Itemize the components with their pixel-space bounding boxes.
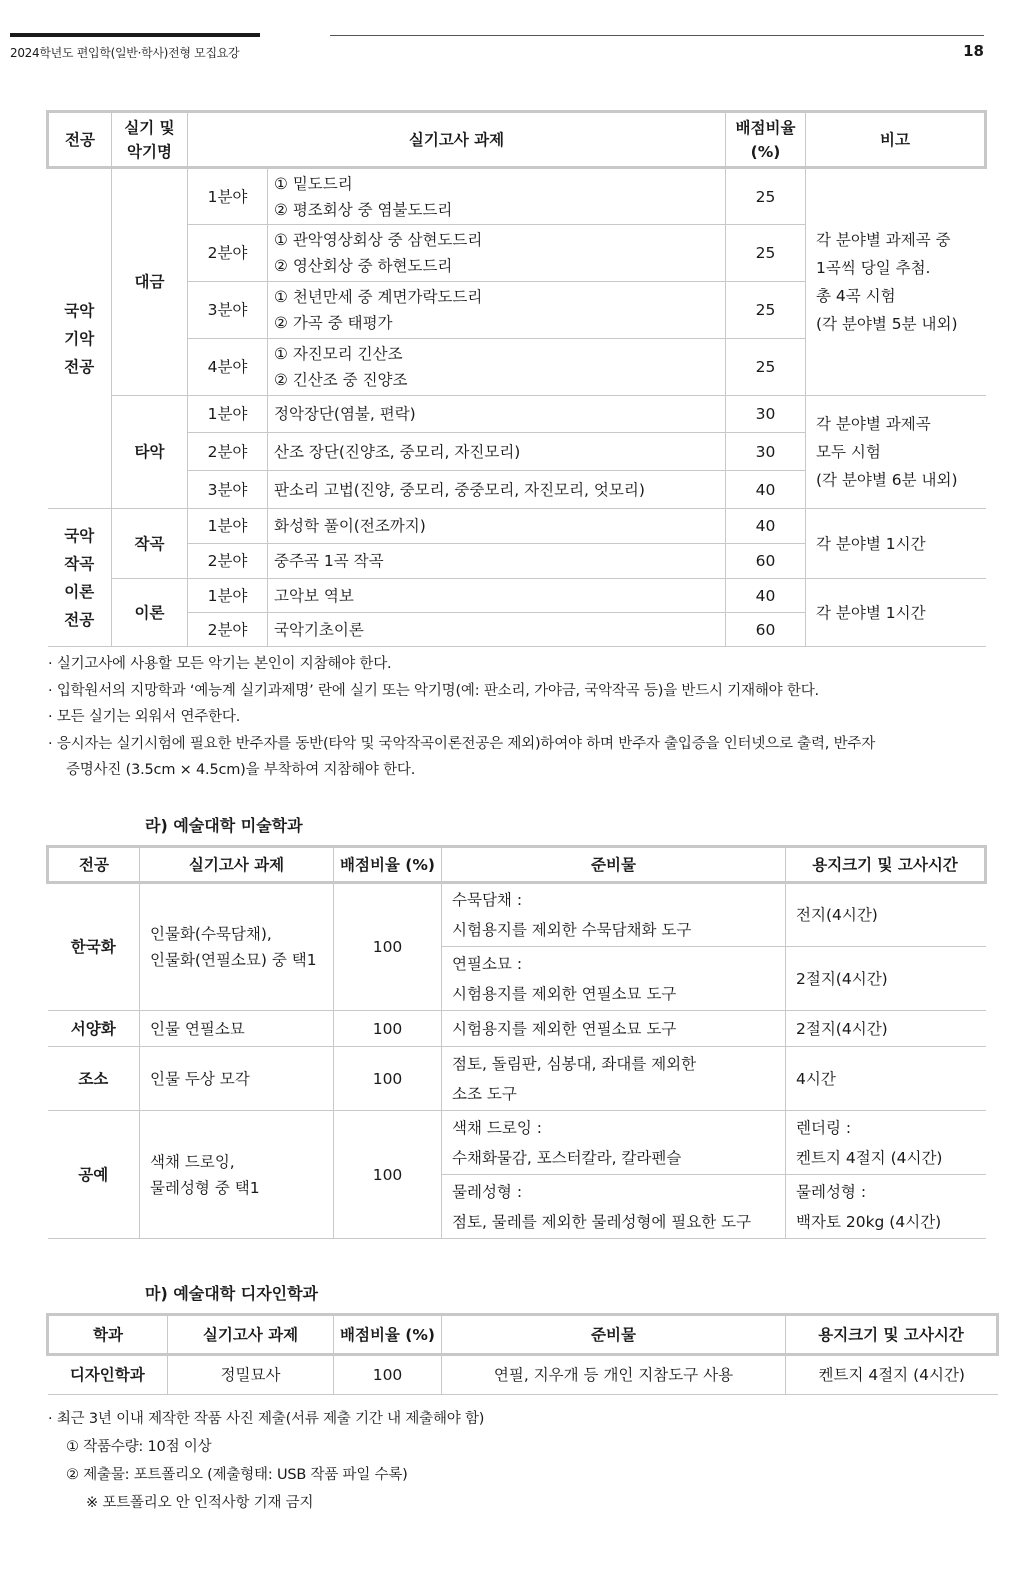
col-header-score [726, 112, 806, 168]
prep-line: 점토, 돌림판, 심봉대, 좌대를 제외한 [452, 1054, 697, 1073]
task-cell: 정밀묘사 [168, 1355, 334, 1395]
instrument-tak: 타악 [112, 396, 188, 509]
size-cell [786, 1111, 986, 1175]
col-header-prep: 준비물 [442, 847, 786, 883]
task-line: ① 자진모리 긴산조 [274, 345, 403, 363]
field-label: 1분야 [188, 509, 268, 544]
note-line: 1곡씩 당일 추첨. [816, 259, 931, 277]
design-table [46, 1313, 999, 1395]
score-cell: 100 [334, 1047, 442, 1111]
task-line: ① 밑도드리 [274, 174, 353, 193]
task-cell: 정악장단(염불, 편락) [268, 396, 726, 433]
field-label: 1분야 [188, 168, 268, 225]
size-line: 켄트지 4절지 (4시간) [796, 1148, 943, 1167]
notes-design [48, 1405, 484, 1517]
note-jakgok: 각 분야별 1시간 [806, 509, 986, 579]
score-cell: 25 [726, 168, 806, 225]
col-header-note: 비고 [806, 112, 986, 168]
prep-cell: 연필, 지우개 등 개인 지참도구 사용 [442, 1355, 786, 1395]
note-subitem: ※ 포트폴리오 안 인적사항 기재 금지 [86, 1495, 314, 1511]
major-western-painting: 서양화 [48, 1011, 140, 1047]
field-label: 1분야 [188, 579, 268, 613]
fine-arts-table [46, 845, 987, 1239]
field-label: 1분야 [188, 396, 268, 433]
task-line: 색채 드로잉, [150, 1152, 235, 1171]
score-cell: 60 [726, 544, 806, 579]
prep-line: 시험용지를 제외한 수묵담채화 도구 [452, 921, 692, 939]
prep-line: 색채 드로잉 : [452, 1118, 542, 1137]
task-cell: 고악보 역보 [268, 579, 726, 613]
score-cell: 100 [334, 1355, 442, 1395]
prep-line: 점토, 물레를 제외한 물레성형에 필요한 도구 [452, 1212, 752, 1231]
prep-cell [442, 1175, 786, 1239]
header-bar [10, 33, 260, 37]
task-cell [268, 339, 726, 396]
task-cell: 판소리 고법(진양, 중모리, 중중모리, 자진모리, 엇모리) [268, 471, 726, 509]
size-cell: 4시간 [786, 1047, 986, 1111]
task-line: ② 평조회상 중 염불도드리 [274, 200, 453, 219]
major-gugak-instrument [48, 168, 112, 509]
score-cell: 100 [334, 1011, 442, 1047]
note-subitem: ① 작품수량: 10점 이상 [66, 1439, 212, 1455]
note-line: 총 4곡 시험 [816, 287, 896, 305]
note-line: 각 분야별 과제곡 중 [816, 231, 951, 249]
task-cell [140, 883, 334, 1011]
note-tak [806, 396, 986, 509]
note-iron: 각 분야별 1시간 [806, 579, 986, 647]
size-cell: 켄트지 4절지 (4시간) [786, 1355, 998, 1395]
major-craft: 공예 [48, 1111, 140, 1239]
score-cell: 40 [726, 579, 806, 613]
major-gugak-composition [48, 509, 112, 647]
score-cell: 100 [334, 1111, 442, 1239]
col-header-prep: 준비물 [442, 1315, 786, 1355]
task-cell [268, 168, 726, 225]
subject-iron: 이론 [112, 579, 188, 647]
field-label: 3분야 [188, 471, 268, 509]
task-line: ① 관악영상회상 중 삼현도드리 [274, 231, 483, 249]
score-cell: 25 [726, 225, 806, 282]
score-cell: 40 [726, 471, 806, 509]
note-daegeum [806, 168, 986, 396]
score-cell: 25 [726, 282, 806, 339]
task-cell [268, 225, 726, 282]
col-header-major: 전공 [48, 847, 140, 883]
task-line: ② 영산회상 중 하현도드리 [274, 257, 453, 275]
task-cell: 국악기초이론 [268, 613, 726, 647]
field-label: 2분야 [188, 225, 268, 282]
note-line: 각 분야별 과제곡 [816, 415, 931, 433]
major-gugak-instrument-text: 국악 기악 전공 [64, 301, 95, 376]
prep-cell [442, 1047, 786, 1111]
subject-jakgok: 작곡 [112, 509, 188, 579]
col-header-task: 실기고사 과제 [188, 112, 726, 168]
col-header-instrument [112, 112, 188, 168]
task-cell [268, 282, 726, 339]
prep-line: 연필소묘 : [452, 954, 523, 973]
note-item: · 입학원서의 지망학과 ‘예능계 실기과제명’ 란에 실기 또는 악기명(예: 판소리, 가야금, 국악작곡 등)을 반드시 기재해야 한다. [48, 682, 819, 699]
col-header-major: 전공 [48, 112, 112, 168]
note-item: · 응시자는 실기시험에 필요한 반주자를 동반(타악 및 국악작곡이론전공은 제외)하여야 하며 반주자 출입증을 인터넷으로 출력, 반주자 [48, 735, 876, 752]
score-cell: 100 [334, 883, 442, 1011]
page-number: 18 [963, 42, 984, 60]
score-cell: 25 [726, 339, 806, 396]
task-line: ② 가곡 중 태평가 [274, 314, 393, 332]
field-label: 2분야 [188, 544, 268, 579]
score-cell: 30 [726, 396, 806, 433]
prep-cell: 시험용지를 제외한 연필소묘 도구 [442, 1011, 786, 1047]
task-line: 물레성형 중 택1 [150, 1178, 260, 1197]
field-label: 4분야 [188, 339, 268, 396]
score-cell: 40 [726, 509, 806, 544]
field-label: 2분야 [188, 613, 268, 647]
task-cell: 화성학 풀이(전조까지) [268, 509, 726, 544]
col-header-instrument-text: 실기 및 악기명 [124, 118, 175, 161]
music-practical-table [46, 110, 987, 647]
task-cell [140, 1111, 334, 1239]
prep-line: 수묵담채 : [452, 891, 523, 909]
major-korean-painting: 한국화 [48, 883, 140, 1011]
task-cell: 인물 연필소묘 [140, 1011, 334, 1047]
size-cell: 2절지(4시간) [786, 947, 986, 1011]
document-title: 2024학년도 편입학(일반·학사)전형 모집요강 [10, 46, 240, 60]
note-item: · 모든 실기는 외워서 연주한다. [48, 709, 241, 725]
note-line: (각 분야별 5분 내외) [816, 315, 958, 333]
task-cell: 산조 장단(진양조, 중모리, 자진모리) [268, 433, 726, 471]
score-cell: 60 [726, 613, 806, 647]
note-item-continued: 증명사진 (3.5cm × 4.5cm)을 부착하여 지참해야 한다. [66, 762, 416, 778]
size-cell: 전지(4시간) [786, 883, 986, 947]
task-line: ① 천년만세 중 계면가락도드리 [274, 288, 483, 306]
note-line: (각 분야별 6분 내외) [816, 471, 958, 489]
header-rule [330, 35, 984, 36]
section-title-design: 마) 예술대학 디자인학과 [145, 1284, 319, 1303]
field-label: 3분야 [188, 282, 268, 339]
prep-line: 시험용지를 제외한 연필소묘 도구 [452, 984, 677, 1003]
prep-cell [442, 883, 786, 947]
major-gugak-composition-text: 국악 작곡 이론 전공 [64, 526, 95, 629]
task-line: 인물화(연필소묘) 중 택1 [150, 951, 317, 969]
task-cell: 중주곡 1곡 작곡 [268, 544, 726, 579]
note-item: · 실기고사에 사용할 모든 악기는 본인이 지참해야 한다. [48, 656, 392, 672]
prep-cell [442, 947, 786, 1011]
col-header-task: 실기고사 과제 [168, 1315, 334, 1355]
notes-music [48, 651, 988, 784]
section-title-fine-arts: 라) 예술대학 미술학과 [145, 816, 303, 835]
dept-design: 디자인학과 [48, 1355, 168, 1395]
size-line: 렌더링 : [796, 1118, 852, 1137]
field-label: 2분야 [188, 433, 268, 471]
col-header-size: 용지크기 및 고사시간 [786, 1315, 998, 1355]
size-line: 물레성형 : [796, 1182, 867, 1201]
prep-line: 물레성형 : [452, 1182, 523, 1201]
instrument-daegeum: 대금 [112, 168, 188, 396]
score-cell: 30 [726, 433, 806, 471]
col-header-size: 용지크기 및 고사시간 [786, 847, 986, 883]
prep-cell [442, 1111, 786, 1175]
major-sculpture: 조소 [48, 1047, 140, 1111]
col-header-score: 배점비율 (%) [334, 847, 442, 883]
note-subitem: ② 제출물: 포트폴리오 (제출형태: USB 작품 파일 수록) [66, 1467, 408, 1483]
col-header-score-text: 배점비율 (%) [735, 118, 796, 161]
size-cell: 2절지(4시간) [786, 1011, 986, 1047]
size-line: 백자토 20kg (4시간) [796, 1212, 942, 1231]
size-cell [786, 1175, 986, 1239]
prep-line: 소조 도구 [452, 1084, 517, 1103]
task-cell: 인물 두상 모각 [140, 1047, 334, 1111]
note-line: 모두 시험 [816, 443, 881, 461]
col-header-dept: 학과 [48, 1315, 168, 1355]
prep-line: 수채화물감, 포스터칼라, 칼라펜슬 [452, 1148, 682, 1167]
task-line: 인물화(수묵담채), [150, 925, 272, 943]
col-header-task: 실기고사 과제 [140, 847, 334, 883]
task-line: ② 긴산조 중 진양조 [274, 371, 408, 389]
col-header-score: 배점비율 (%) [334, 1315, 442, 1355]
note-item: · 최근 3년 이내 제작한 작품 사진 제출(서류 제출 기간 내 제출해야 함) [48, 1411, 485, 1427]
